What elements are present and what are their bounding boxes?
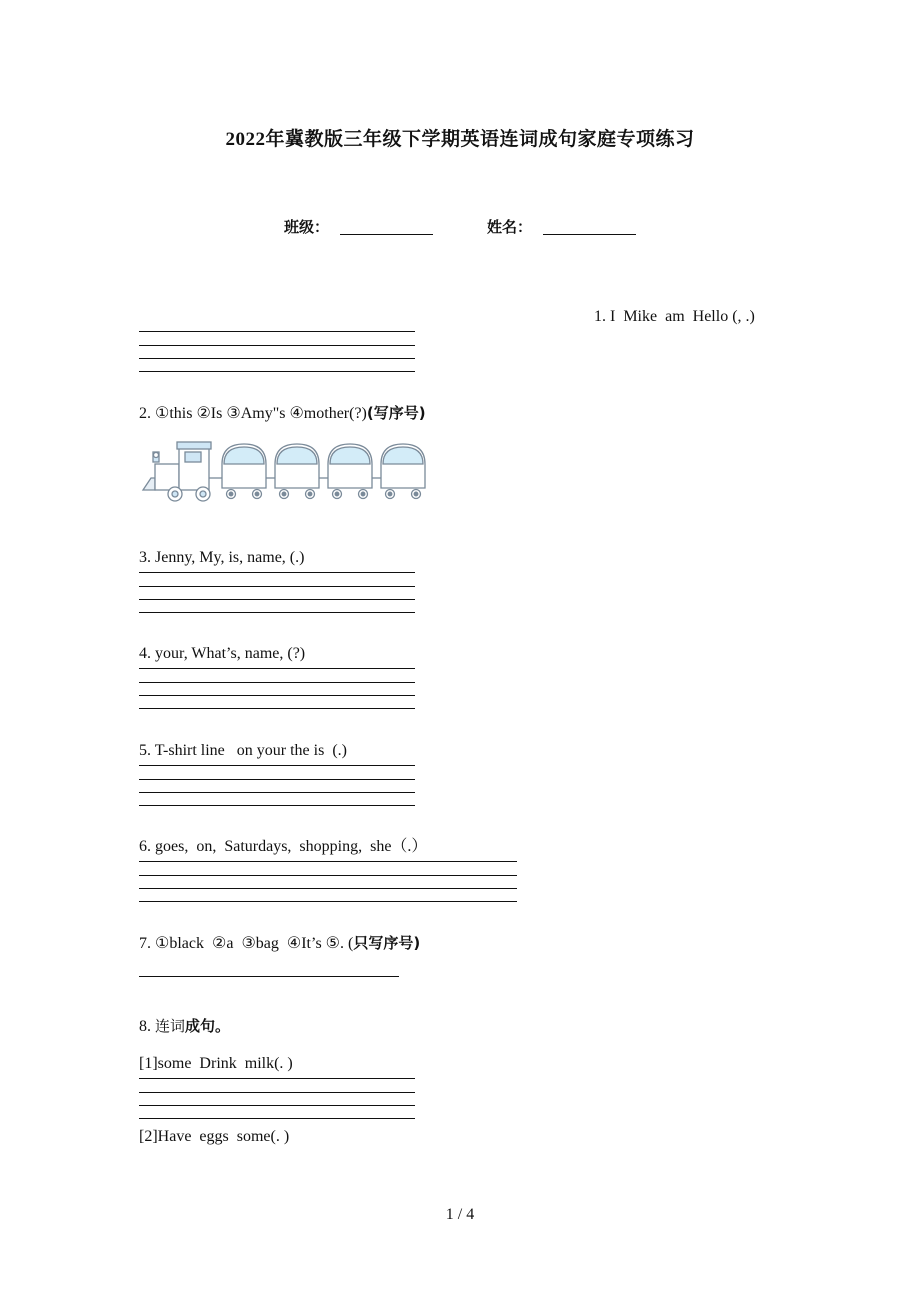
question-8-instruction-b: 成句。	[185, 1017, 231, 1035]
question-2	[139, 403, 426, 424]
answer-line[interactable]	[139, 976, 399, 977]
answer-line[interactable]	[139, 779, 415, 780]
question-8-instruction-a: 连词	[155, 1017, 186, 1035]
answer-line[interactable]	[139, 345, 415, 346]
page-title: 2022年冀教版三年级下学期英语连词成句家庭专项练习	[225, 129, 695, 150]
answer-line[interactable]	[139, 371, 415, 372]
question-3: 3. Jenny, My, is, name, (.)	[139, 549, 305, 566]
question-7-instruction: 只写序号)	[353, 934, 421, 952]
answer-line[interactable]	[139, 586, 415, 587]
question-8	[139, 1016, 230, 1037]
answer-line[interactable]	[139, 861, 517, 862]
page-number: 1 / 4	[445, 1206, 475, 1223]
answer-line[interactable]	[139, 572, 415, 573]
answer-line[interactable]	[139, 875, 517, 876]
question-8-2: [2]Have eggs some(. )	[139, 1128, 290, 1145]
question-7	[139, 933, 420, 954]
answer-line[interactable]	[139, 612, 415, 613]
answer-line[interactable]	[139, 358, 415, 359]
answer-line[interactable]	[139, 888, 517, 889]
answer-line[interactable]	[139, 1078, 415, 1079]
question-1: 1. I Mike am Hello (, .)	[594, 308, 755, 325]
answer-line[interactable]	[139, 708, 415, 709]
answer-line[interactable]	[139, 901, 517, 902]
question-7-text: 7. ①black ②a ③bag ④It’s ⑤. (	[139, 935, 354, 952]
answer-line[interactable]	[139, 1118, 415, 1119]
question-6: 6. goes, on, Saturdays, shopping, she（.）	[139, 838, 428, 855]
class-label: 班级：	[284, 218, 330, 236]
name-blank[interactable]	[543, 234, 636, 235]
answer-line[interactable]	[139, 1105, 415, 1106]
name-label: 姓名：	[487, 218, 533, 236]
train-illustration	[139, 438, 434, 508]
answer-line[interactable]	[139, 695, 415, 696]
question-8-1: [1]some Drink milk(. )	[139, 1055, 293, 1072]
question-4: 4. your, What’s, name, (?)	[139, 645, 306, 662]
answer-line[interactable]	[139, 1092, 415, 1093]
answer-line[interactable]	[139, 792, 415, 793]
question-2-text: 2. ①this ②Is ③Amy"s ④mother(?)	[139, 405, 367, 422]
answer-line[interactable]	[139, 668, 415, 669]
answer-line[interactable]	[139, 765, 415, 766]
answer-line[interactable]	[139, 805, 415, 806]
class-blank[interactable]	[340, 234, 433, 235]
answer-line[interactable]	[139, 682, 415, 683]
question-2-instruction: (写序号)	[366, 404, 426, 422]
question-8-number: 8.	[139, 1018, 155, 1035]
answer-line[interactable]	[139, 331, 415, 332]
answer-line[interactable]	[139, 599, 415, 600]
question-5: 5. T-shirt line on your the is (.)	[139, 742, 347, 759]
